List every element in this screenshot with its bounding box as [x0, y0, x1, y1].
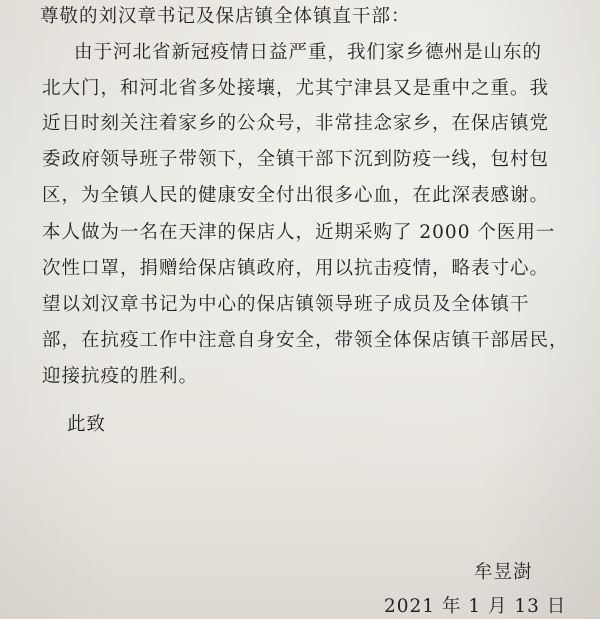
body-line-1: 由于河北省新冠疫情日益严重，我们家乡德州是山东的 — [74, 42, 543, 63]
body-line-3: 近日时刻关注着家乡的公众号，非常挂念家乡，在保店镇党 — [42, 113, 550, 134]
body-line-7: 次性口罩，捐赠给保店镇政府，用以抗击疫情，略表寸心。 — [42, 258, 550, 279]
closing: 此致 — [67, 414, 107, 435]
body-line-4: 委政府领导班子带领下，全镇干部下沉到防疫一线，包村包 — [42, 149, 550, 170]
body-line-2: 北大门，和河北省多处接壤，尤其宁津县又是重中之重。我 — [42, 78, 550, 99]
date: 2021 年 1 月 13 日 — [384, 596, 567, 617]
salutation: 尊敬的刘汉章书记及保店镇全体镇直干部： — [40, 6, 411, 27]
body-line-9: 部，在抗疫工作中注意自身安全，带领全体保店镇干部居民， — [42, 330, 569, 351]
body-line-5: 区，为全镇人民的健康安全付出很多心血，在此深表感谢。 — [42, 185, 550, 206]
body-line-6: 本人做为一名在天津的保店人，近期采购了 2000 个医用一 — [42, 222, 556, 243]
signature: 牟昱澍 — [474, 562, 533, 583]
body-line-10: 迎接抗疫的胜利。 — [42, 366, 199, 387]
body-line-8: 望以刘汉章书记为中心的保店镇领导班子成员及全体镇干 — [42, 294, 530, 315]
